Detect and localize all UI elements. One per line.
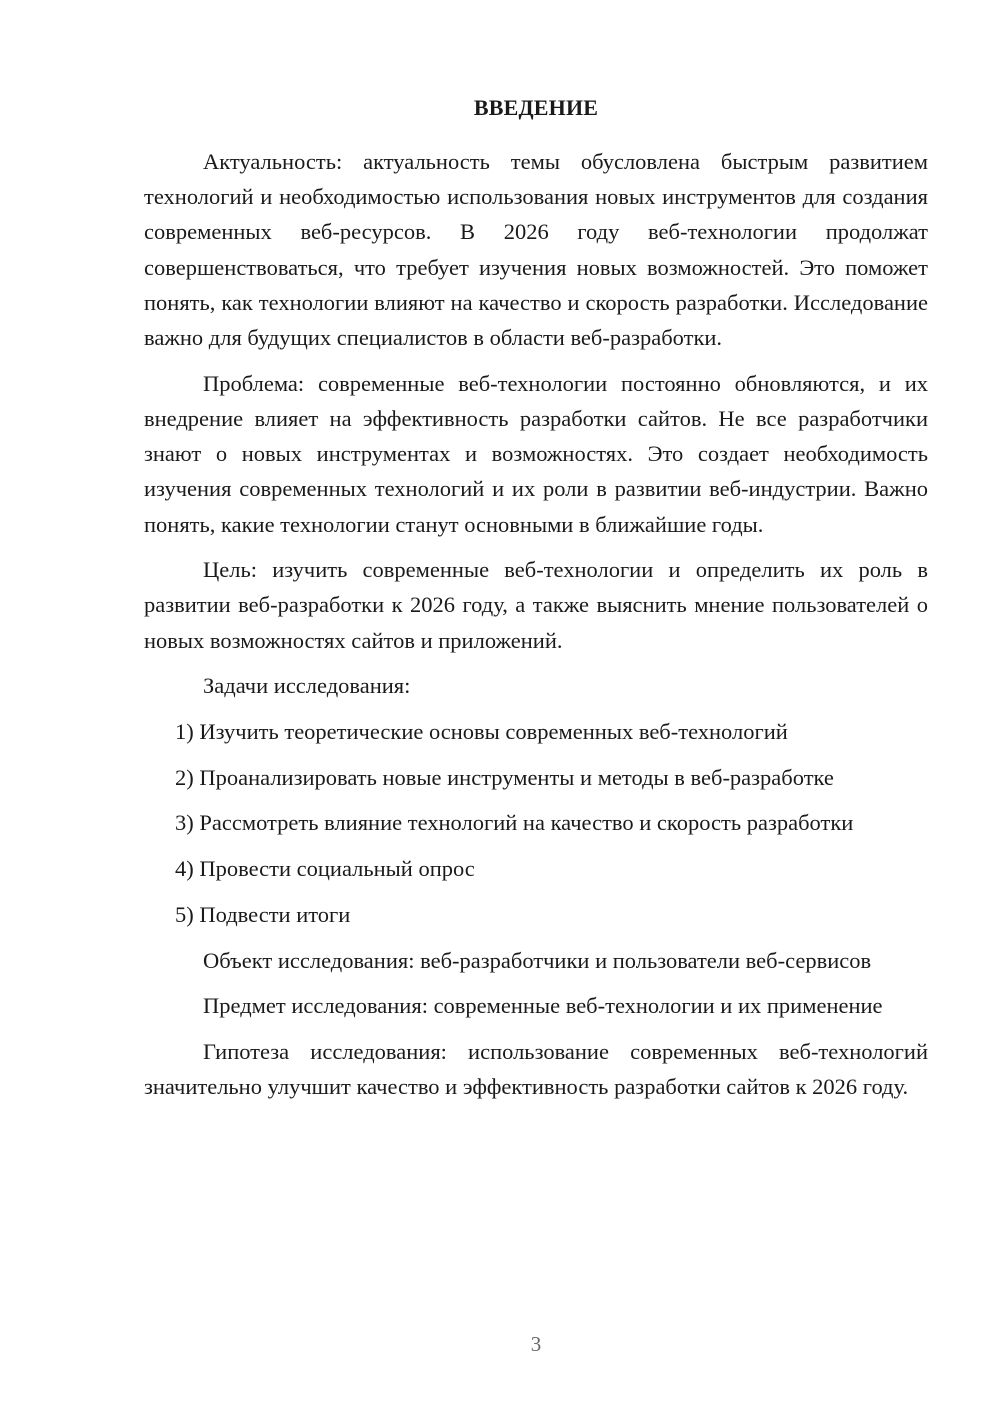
paragraph-relevance: Актуальность: актуальность темы обусловлена быстрым развитием технологий и необходимостью использования новых инструментов для создания современных веб-ресурсов. В 2026 году веб-технологии продолжат совершенствоваться, что требует изучения новых возможностей. Это поможет понять, как технологии влияют на качество и скорость разработки. Исследование важно для будущих специалистов в области веб-разработки. — [144, 149, 928, 351]
tasks-intro: Задачи исследования: — [203, 673, 411, 699]
paragraph-subject: Предмет исследования: современные веб-технологии и их применение — [203, 993, 883, 1019]
paragraph-hypothesis: Гипотеза исследования: использование современных веб-технологий значительно улучшит качество и эффективность разработки сайтов к 2026 году. — [144, 1038, 928, 1100]
paragraph-object: Объект исследования: веб-разработчики и пользователи веб-сервисов — [203, 947, 872, 973]
list-item: 1) Изучить теоретические основы современных веб-технологий — [175, 719, 788, 745]
page-content — [144, 92, 928, 1115]
task-list — [144, 714, 928, 932]
page-number: 3 — [530, 1332, 542, 1356]
list-item: 5) Подвести итоги — [175, 901, 351, 927]
page-title: ВВЕДЕНИЕ — [473, 95, 599, 120]
paragraph-goal: Цель: изучить современные веб-технологии и определить их роль в развитии веб-разработки к 2026 году, а также выяснить мнение пользователей о новых возможностях сайтов и приложений. — [144, 557, 928, 653]
list-item: 2) Проанализировать новые инструменты и методы в веб-разработке — [175, 764, 834, 790]
list-item: 3) Рассмотреть влияние технологий на качество и скорость разработки — [175, 810, 854, 836]
list-item: 4) Провести социальный опрос — [175, 856, 475, 882]
paragraph-problem: Проблема: современные веб-технологии постоянно обновляются, и их внедрение влияет на эффективность разработки сайтов. Не все разработчики знают о новых инструментах и возможностях. Это создает необходимость изучения современных технологий и их роли в развитии веб-индустрии. Важно понять, какие технологии станут основными в ближайшие годы. — [144, 370, 928, 537]
